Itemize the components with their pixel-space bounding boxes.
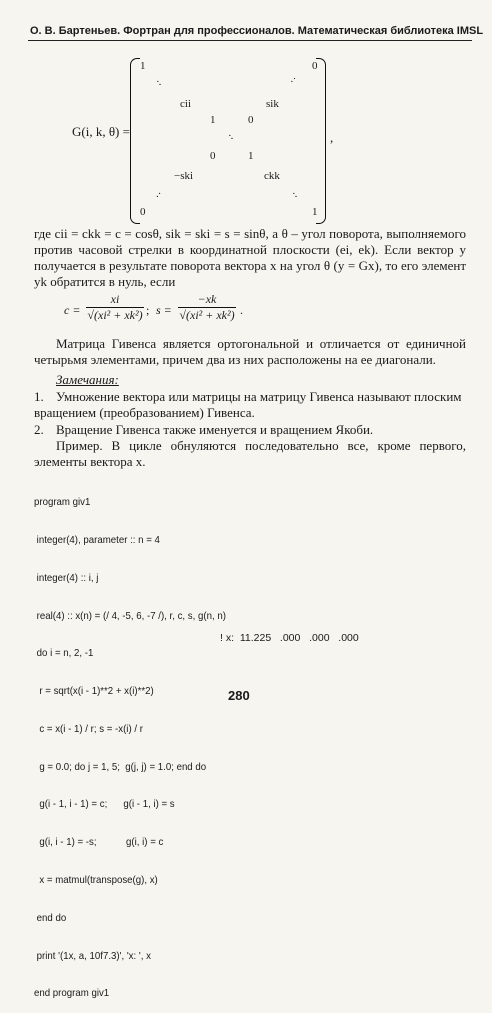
matrix-dots: ·˙ — [290, 76, 296, 88]
matrix-cell: sik — [266, 98, 279, 110]
matrix-cell: −ski — [174, 170, 194, 182]
code-line: real(4) :: x(n) = (/ 4, -5, 6, -7 /), r, c, s, g(n, n) — [34, 609, 226, 622]
code-output-comment: ! x: 11.225 .000 .000 .000 — [220, 632, 359, 644]
code-line: x = matmul(transpose(g), x) — [34, 874, 158, 886]
matrix-cell: 1 — [248, 150, 254, 162]
rotation-formula — [64, 292, 264, 328]
matrix-dots: ·. — [156, 76, 161, 88]
code-line: end do — [34, 911, 67, 924]
formula-s-label: s = — [156, 303, 172, 317]
matrix-dots: ·. — [292, 188, 297, 200]
list-item-number: 1. — [34, 389, 44, 404]
definition-paragraph: где cii = ckk = c = cosθ, sik = ski = s = sinθ, а θ – угол поворота, выполняемого против часовой стрелки в координатной плоскости (ei, ek). Если вектор y получается в результате поворота вектора x на угол θ (y = Gx), то его элемент yk обратится в нуль, если — [34, 226, 466, 289]
matrix-label: G(i, k, θ) = — [72, 124, 130, 139]
matrix-cell: cii — [180, 98, 191, 110]
matrix-right-bracket — [316, 58, 326, 224]
matrix-cell: 1 — [140, 60, 146, 72]
code-line: c = x(i - 1) / r; s = -x(i) / r — [34, 722, 143, 735]
formula-separator: ; — [146, 303, 150, 317]
list-item-number: 2. — [34, 422, 44, 437]
code-line: g = 0.0; do j = 1, 5; g(j, j) = 1.0; end do — [34, 760, 207, 773]
formula-s-denominator: √(xi² + xk²) — [179, 308, 235, 322]
matrix-cell: 1 — [210, 114, 216, 126]
formula-end: . — [240, 303, 243, 317]
formula-c-fraction — [86, 292, 144, 323]
matrix-dots: .· — [156, 188, 161, 200]
code-line: program giv1 — [34, 496, 91, 509]
list-item-text: Вращение Гивенса также именуется и вращением Якоби. — [56, 422, 374, 437]
formula-s-numerator: −xk — [178, 292, 236, 308]
list-item — [34, 389, 466, 421]
matrix-dots: ·. — [228, 130, 233, 142]
matrix-cell: 0 — [312, 60, 318, 72]
matrix-comma: , — [330, 130, 334, 145]
matrix-cell: 1 — [312, 206, 318, 218]
header-divider — [28, 40, 472, 41]
code-line: integer(4) :: i, j — [34, 571, 99, 584]
list-item — [34, 422, 466, 438]
matrix-cell: 0 — [140, 206, 146, 218]
code-line: end program giv1 — [34, 987, 110, 1000]
remarks-heading: Замечания: — [56, 372, 119, 387]
code-line: integer(4), parameter :: n = 4 — [34, 533, 160, 546]
matrix-cell: 0 — [248, 114, 254, 126]
matrix-cell: ckk — [264, 170, 280, 182]
formula-c-numerator: xi — [86, 292, 144, 308]
example-paragraph: Пример. В цикле обнуляются последовательно все, кроме первого, элементы вектора x. — [34, 438, 466, 469]
givens-matrix — [130, 58, 326, 222]
list-item-text: Умножение вектора или матрицы на матрицу Гивенса называют плоским вращением (преобразованием) Гивенса. — [34, 389, 462, 420]
code-listing — [34, 471, 226, 1013]
running-head: О. В. Бартеньев. Фортран для профессионалов. Математическая библиотека IMSL — [30, 25, 484, 37]
matrix-cell: 0 — [210, 150, 216, 162]
givens-description: Матрица Гивенса является ортогональной и отличается от единичной четырьмя элементами, причем два из них расположены на ее диагонали. — [34, 336, 466, 367]
code-line: r = sqrt(x(i - 1)**2 + x(i)**2) — [34, 685, 154, 698]
matrix-left-bracket — [130, 58, 140, 224]
formula-c-label: c = — [64, 303, 81, 317]
code-line: g(i, i - 1) = -s; g(i, i) = c — [34, 836, 164, 849]
page-number: 280 — [228, 688, 250, 703]
code-line: print '(1x, a, 10f7.3)', 'x: ', x — [34, 949, 151, 962]
formula-c-denominator: √(xi² + xk²) — [87, 308, 143, 322]
formula-s-fraction — [178, 292, 236, 323]
code-line: do i = n, 2, -1 — [34, 647, 94, 660]
code-line: g(i - 1, i - 1) = c; g(i - 1, i) = s — [34, 798, 175, 811]
